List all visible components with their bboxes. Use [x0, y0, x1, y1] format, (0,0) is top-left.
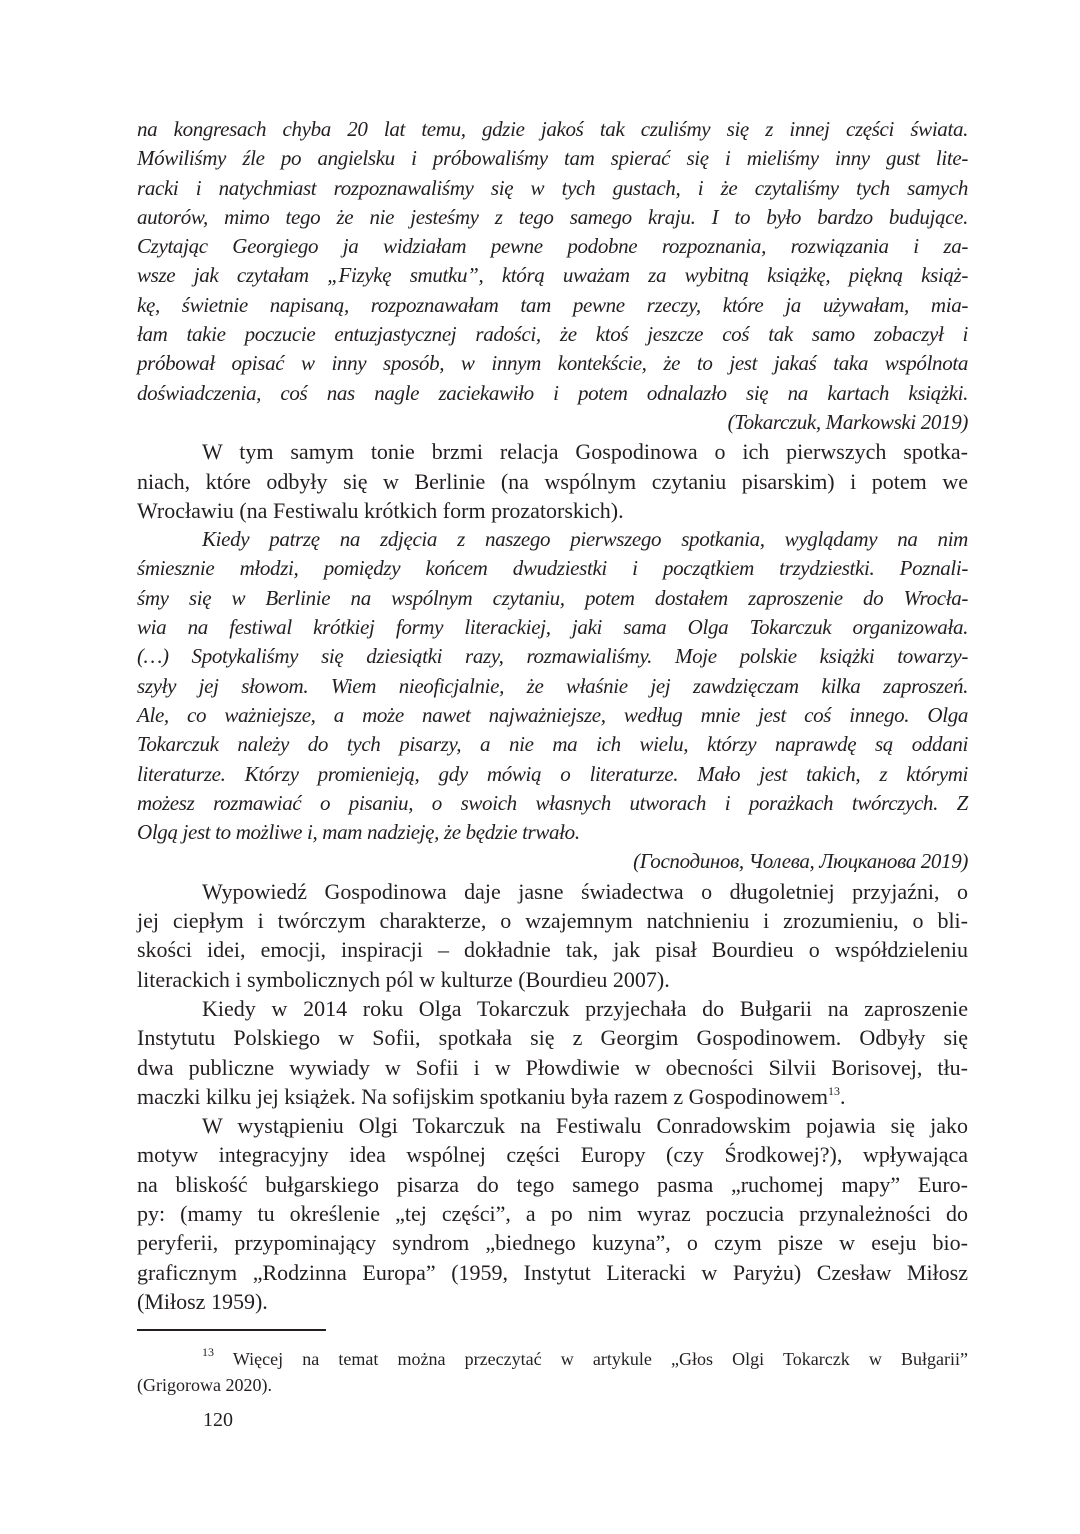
text-line — [137, 1140, 968, 1169]
page-number: 120 — [203, 1409, 233, 1431]
line-text: dwa publiczne wywiady w Sofii i w Płowdiwie w obecności Silvii Borisovej, tłu- — [137, 1054, 968, 1080]
text-line — [137, 261, 968, 290]
line-text: (Господинов, Чолева, Люцканова 2019) — [633, 849, 968, 874]
text-line — [137, 906, 968, 935]
line-text: wia na festiwal krótkiej formy literackiej, jaki sama Olga Tokarczuk organizowała. — [137, 615, 968, 640]
text-line — [137, 877, 968, 906]
text-line — [137, 379, 968, 408]
text-line — [137, 1082, 968, 1111]
line-text: autorów, mimo tego że nie jesteśmy z tego samego kraju. I to było bardzo budujące. — [137, 204, 968, 229]
footnote-reference[interactable]: 13 — [828, 1083, 841, 1098]
footnote-text: Więcej na temat można przeczytać w artykule „Głos Olgi Tokarczk w Bułgarii” — [214, 1349, 968, 1369]
text-line — [137, 818, 968, 847]
line-text: śmy się w Berlinie na wspólnym czytaniu, potem dostałem zaproszenie do Wrocła- — [137, 585, 968, 610]
line-text: Czytając Georgiego ja widziałam pewne podobne rozpoznania, rozwiązania i za- — [137, 234, 968, 259]
line-text: skości idei, emocji, inspiracji – dokładnie tak, jak pisał Bourdieu o współdzieleniu — [137, 937, 968, 963]
line-text: (…) Spotykaliśmy się dziesiątki razy, rozmawialiśmy. Moje polskie książki towarzy- — [137, 644, 968, 669]
line-text: peryferii, przypominający syndrom „biednego kuzyna”, o czym pisze w eseju bio- — [137, 1230, 968, 1256]
text-line — [137, 467, 968, 496]
line-text: kę, świetnie napisaną, rozpoznawałam tam pewne rzeczy, które ja używałam, mia- — [137, 292, 968, 317]
text-line — [137, 1228, 968, 1257]
line-text: Kiedy w 2014 roku Olga Tokarczuk przyjechała do Bułgarii na zaproszenie — [202, 995, 968, 1021]
text-line — [137, 174, 968, 203]
text-line — [137, 115, 968, 144]
text-line — [137, 994, 968, 1023]
text-line — [137, 730, 968, 759]
text-line — [137, 144, 968, 173]
citation-line — [137, 847, 968, 876]
line-text: Wypowiedź Gospodinowa daje jasne świadectwa o długoletniej przyjaźni, o — [202, 878, 968, 904]
line-text: śmiesznie młodzi, pomiędzy końcem dwudziestki i początkiem trzydziestki. Poznali- — [137, 556, 968, 581]
line-text: literaturze. Którzy promienieją, gdy mówią o literaturze. Mało jest takich, z którymi — [137, 761, 968, 786]
line-text: doświadczenia, coś nas nagle zaciekawiło i potem odnalazło się na kartach książki. — [137, 380, 968, 405]
footnote — [137, 1346, 968, 1398]
line-text: racki i natychmiast rozpoznawaliśmy się w tych gustach, i że czytaliśmy tych samych — [137, 175, 968, 200]
text-line — [137, 642, 968, 671]
line-text: szyły jej słowom. Wiem nieoficjalnie, że właśnie jej zawdzięczam kilka zaproszeń. — [137, 673, 968, 698]
line-text: Instytutu Polskiego w Sofii, spotkała się z Georgim Gospodinowem. Odbyły się — [137, 1025, 968, 1051]
text-line — [137, 232, 968, 261]
line-text: W tym samym tonie brzmi relacja Gospodinowa o ich pierwszych spotka- — [202, 439, 968, 465]
line-text: na bliskość bułgarskiego pisarza do tego samego pasma „ruchomej mapy” Euro- — [137, 1171, 968, 1197]
text-line — [137, 1287, 968, 1316]
text-line — [137, 1170, 968, 1199]
line-text: jej ciepłym i twórczym charakterze, o wzajemnym natchnieniu i zrozumieniu, o bli- — [137, 908, 968, 934]
line-text: Wrocławiu (na Festiwalu krótkich form prozatorskich). — [137, 497, 624, 523]
text-line — [137, 935, 968, 964]
line-text: py: (mamy tu określenie „tej części”, a po nim wyraz poczucia przynależności do — [137, 1200, 968, 1226]
text-line — [137, 1199, 968, 1228]
text-line — [137, 613, 968, 642]
line-text: łam takie poczucie entuzjastycznej radości, że ktoś jeszcze coś tak samo zobaczył i — [137, 322, 968, 347]
footnote-marker: 13 — [202, 1345, 214, 1359]
text-line — [137, 672, 968, 701]
line-text: motyw integracyjny idea wspólnej części Europy (czy Środkowej?), wpływająca — [137, 1142, 968, 1168]
line-text: maczki kilku jej książek. Na sofijskim spotkaniu była razem z Gospodinowem — [137, 1083, 829, 1109]
citation-line — [137, 408, 968, 437]
text-line — [137, 701, 968, 730]
text-line — [137, 437, 968, 466]
text-line — [137, 584, 968, 613]
line-text: wsze jak czytałam „Fizykę smutku”, którą uważam za wybitną książkę, piękną książ- — [137, 263, 968, 288]
line-text: literackich i symbolicznych pól w kulturze (Bourdieu 2007). — [137, 966, 670, 992]
line-text: niach, które odbyły się w Berlinie (na wspólnym czytaniu pisarskim) i potem we — [137, 468, 968, 494]
text-line — [137, 760, 968, 789]
line-text: W wystąpieniu Olgi Tokarczuk na Festiwalu Conradowskim pojawia się jako — [202, 1113, 968, 1139]
text-line — [137, 1023, 968, 1052]
text-line — [137, 525, 968, 554]
line-text: Kiedy patrzę na zdjęcia z naszego pierwszego spotkania, wyglądamy na nim — [202, 527, 968, 552]
line-text: Tokarczuk należy do tych pisarzy, a nie ma ich wielu, którzy naprawdę są oddani — [137, 732, 968, 757]
text-line — [137, 789, 968, 818]
line-text: Olgą jest to możliwe i, mam nadzieję, że będzie trwało. — [137, 820, 580, 845]
text-line — [137, 349, 968, 378]
line-text-after: . — [840, 1083, 846, 1109]
body-text — [137, 115, 968, 1316]
line-text: (Tokarczuk, Markowski 2019) — [727, 409, 968, 434]
text-line — [137, 1111, 968, 1140]
text-line — [137, 291, 968, 320]
footnote-line — [137, 1346, 968, 1372]
line-text: (Miłosz 1959). — [137, 1288, 268, 1314]
text-line — [137, 554, 968, 583]
text-line — [137, 320, 968, 349]
line-text: próbował opisać w inny sposób, w innym kontekście, że to jest jakaś taka wspólnota — [137, 351, 968, 376]
footnote-separator — [137, 1329, 326, 1331]
line-text: możesz rozmawiać o pisaniu, o swoich własnych utworach i porażkach twórczych. Z — [137, 790, 968, 815]
line-text: na kongresach chyba 20 lat temu, gdzie jakoś tak czuliśmy się z innej części świata. — [137, 117, 968, 141]
text-line — [137, 965, 968, 994]
footnote-line: (Grigorowa 2020). — [137, 1375, 272, 1395]
text-line — [137, 1053, 968, 1082]
line-text: graficznym „Rodzinna Europa” (1959, Instytut Literacki w Paryżu) Czesław Miłosz — [137, 1259, 968, 1285]
text-line — [137, 203, 968, 232]
text-line — [137, 496, 968, 525]
text-line — [137, 1258, 968, 1287]
line-text: Mówiliśmy źle po angielsku i próbowaliśmy tam spierać się i mieliśmy inny gust lite- — [137, 146, 968, 171]
line-text: Ale, co ważniejsze, a może nawet najważniejsze, według mnie jest coś innego. Olga — [137, 702, 968, 727]
